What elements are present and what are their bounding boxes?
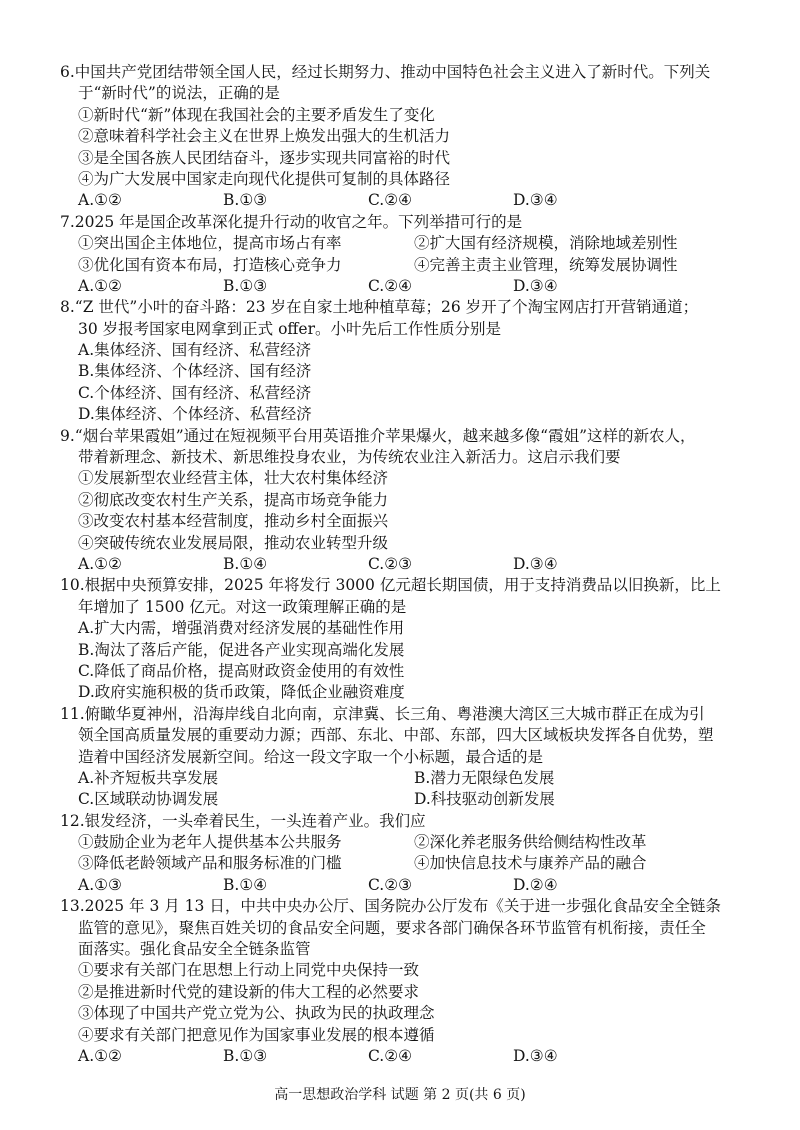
question-stem: 12.银发经济，一头牵着民生，一头连着产业。我们应	[60, 811, 426, 830]
question-stem: 领全国高质量发展的重要动力源；西部、东北、中部、东部，四大区域板块发挥各自优势，塑	[78, 726, 714, 745]
option-b: B.集体经济、个体经济、国有经济	[78, 362, 312, 381]
statement: ③优化国有资本布局，打造核心竞争力	[78, 255, 342, 274]
statement: ③降低老龄领域产品和服务标准的门槛	[78, 854, 342, 873]
option-c: C.②④	[368, 276, 413, 295]
option-a: A.①②	[78, 554, 122, 573]
option-b: B.①③	[223, 276, 268, 295]
answer-options	[60, 190, 750, 211]
statement: ③是全国各族人民团结奋斗，逐步实现共同富裕的时代	[78, 148, 451, 167]
statement: ④要求有关部门把意见作为国家事业发展的根本遵循	[78, 1025, 435, 1044]
question-stem: 带着新理念、新技术、新思维投身农业，为传统农业注入新活力。这启示我们要	[78, 448, 621, 467]
question-stem: 6.中国共产党团结带领全国人民，经过长期努力、推动中国特色社会主义进入了新时代。下列关	[60, 63, 711, 81]
option-d: D.③④	[513, 554, 558, 573]
option-c: C.区域联动协调发展	[78, 790, 219, 809]
option-c: C.降低了商品价格，提高财政资金使用的有效性	[78, 661, 405, 680]
question-stem: 11.俯瞰华夏神州，沿海岸线自北向南，京津冀、长三角、粤港澳大湾区三大城市群正在成为引	[60, 704, 705, 723]
statement: ④为广大发展中国家走向现代化提供可复制的具体路径	[78, 169, 451, 188]
option-c: C.②④	[368, 191, 413, 210]
statement-row	[60, 233, 750, 254]
statement: ①鼓励企业为老年人提供基本公共服务	[78, 833, 342, 852]
statement: ①要求有关部门在思想上行动上同党中央保持一致	[78, 961, 420, 980]
option-d: D.集体经济、个体经济、私营经济	[78, 405, 312, 424]
option-d: D.③④	[513, 191, 558, 210]
statement: ①发展新型农业经营主体，壮大农村集体经济	[78, 469, 389, 488]
question-8	[60, 297, 750, 425]
answer-options	[60, 789, 750, 810]
option-c: C.个体经济、国有经济、私营经济	[78, 383, 312, 402]
option-d: D.政府实施积极的货币政策，降低企业融资难度	[78, 683, 405, 702]
question-stem: 30 岁报考国家电网拿到正式 offer。小叶先后工作性质分别是	[78, 319, 502, 338]
statement: ③改变农村基本经营制度，推动乡村全面振兴	[78, 512, 389, 531]
statement: ④完善主责主业管理，统筹发展协调性	[414, 255, 678, 274]
option-c: C.②④	[368, 1046, 413, 1065]
statement: ①新时代“新”体现在我国社会的主要矛盾发生了变化	[78, 105, 435, 124]
statement: ④突破传统农业发展局限，推动农业转型升级	[78, 533, 389, 552]
answer-options	[60, 554, 750, 575]
option-a: A.集体经济、国有经济、私营经济	[78, 341, 312, 360]
statement: ②意味着科学社会主义在世界上焕发出强大的生机活力	[78, 127, 451, 146]
option-d: D.②④	[513, 875, 558, 894]
question-stem: 13.2025 年 3 月 13 日，中共中央办公厅、国务院办公厅发布《关于进一步强化食品安全全链条	[60, 897, 721, 916]
option-a: A.扩大内需，增强消费对经济发展的基础性作用	[78, 619, 405, 638]
page-footer: 高一思想政治学科 试题 第 2 页(共 6 页)	[274, 1087, 526, 1103]
statement: ②深化养老服务供给侧结构性改革	[414, 833, 647, 852]
statement: ②彻底改变农村生产关系，提高市场竞争能力	[78, 490, 389, 509]
answer-options	[60, 1046, 750, 1067]
answer-options	[60, 875, 750, 896]
option-a: A.①②	[78, 276, 122, 295]
option-a: A.①②	[78, 1046, 122, 1065]
option-a: A.补齐短板共享发展	[78, 768, 219, 787]
question-sheet	[60, 62, 750, 1067]
statement: ③体现了中国共产党立党为公、执政为民的执政理念	[78, 1004, 435, 1023]
option-b: B.淘汰了落后产能，促进各产业实现高端化发展	[78, 640, 405, 659]
option-a: A.①③	[78, 875, 122, 894]
option-b: B.①④	[223, 554, 268, 573]
question-11	[60, 704, 750, 811]
question-stem: 7.2025 年是国企改革深化提升行动的收官之年。下列举措可行的是	[60, 212, 523, 231]
question-stem: 于“新时代”的说法，正确的是	[78, 84, 280, 103]
question-stem: 监管的意见》，聚焦百姓关切的食品安全问题，要求各部门确保各环节监管有机衔接，责任全	[78, 918, 706, 937]
option-b: B.①③	[223, 191, 268, 210]
answer-options	[60, 768, 750, 789]
statement-row	[60, 255, 750, 276]
answer-options	[60, 276, 750, 297]
question-9	[60, 426, 750, 576]
question-10	[60, 575, 750, 703]
question-7	[60, 212, 750, 298]
question-stem: 造着中国经济发展新空间。给这一段文字取一个小标题，最合适的是	[78, 747, 544, 766]
statement-row	[60, 853, 750, 874]
question-stem: 10.根据中央预算安排，2025 年将发行 3000 亿元超长期国债，用于支持消费品以旧换新，比上	[60, 576, 721, 595]
statement: ②扩大国有经济规模，消除地域差别性	[414, 234, 678, 253]
option-b: B.①④	[223, 875, 268, 894]
question-stem: 8.“Z 世代”小叶的奋斗路：23 岁在自家土地种植草莓；26 岁开了个淘宝网店打开营销通道；	[60, 298, 699, 317]
question-stem: 年增加了 1500 亿元。对这一政策理解正确的是	[78, 597, 407, 616]
statement-row	[60, 832, 750, 853]
option-d: D.③④	[513, 1046, 558, 1065]
question-stem: 面落实。强化食品安全全链条监管	[78, 940, 311, 959]
option-d: D.科技驱动创新发展	[414, 790, 555, 809]
statement: ②是推进新时代党的建设新的伟大工程的必然要求	[78, 982, 420, 1001]
option-b: B.①③	[223, 1046, 268, 1065]
question-13	[60, 896, 750, 1067]
question-6	[60, 62, 750, 212]
option-d: D.③④	[513, 276, 558, 295]
option-c: C.②③	[368, 554, 413, 573]
statement: ①突出国企主体地位，提高市场占有率	[78, 234, 342, 253]
option-b: B.潜力无限绿色发展	[414, 768, 555, 787]
question-12	[60, 811, 750, 897]
option-c: C.②③	[368, 875, 413, 894]
question-stem: 9.“烟台苹果霞姐”通过在短视频平台用英语推介苹果爆火，越来越多像“霞姐”这样的新农人，	[60, 426, 696, 445]
statement: ④加快信息技术与康养产品的融合	[414, 854, 647, 873]
option-a: A.①②	[78, 191, 122, 210]
